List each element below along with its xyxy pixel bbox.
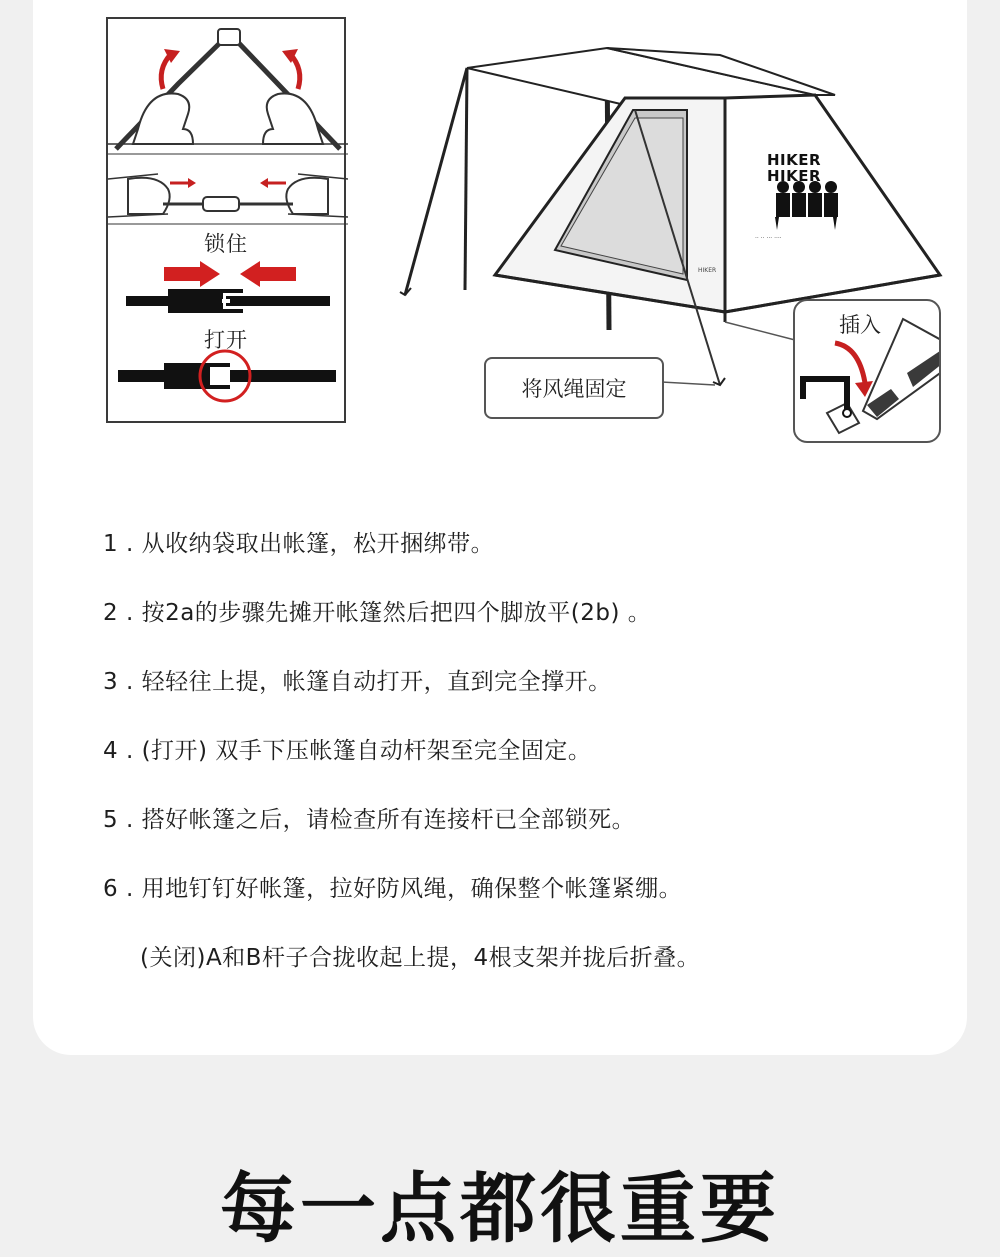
pole-lock-diagram xyxy=(106,17,346,423)
section-heading: 每一点都很重要 xyxy=(220,1164,780,1253)
step-5: 5 . 搭好帐篷之后，请检查所有连接杆已全部锁死。 xyxy=(103,807,636,833)
lock-label: 锁住 xyxy=(204,232,248,256)
step-close-note: (关闭)A和B杆子合拢收起上提，4根支架并拢后折叠。 xyxy=(140,945,701,971)
guyline-label: 将风绳固定 xyxy=(521,377,627,401)
open-label: 打开 xyxy=(204,328,248,352)
step-3: 3 . 轻轻往上提，帐篷自动打开，直到完全撑开。 xyxy=(103,669,612,695)
brand-line-1: HIKER xyxy=(767,151,822,169)
insert-label: 插入 xyxy=(839,313,881,337)
step-2: 2 . 按2a的步骤先摊开帐篷然后把四个脚放平(2b) 。 xyxy=(103,600,652,626)
insert-callout xyxy=(793,299,941,443)
pole-lock-illustration xyxy=(108,19,348,425)
svg-text:·· ·· ··· ····: ·· ·· ··· ···· xyxy=(755,235,782,242)
step-4: 4 . (打开) 双手下压帐篷自动杆架至完全固定。 xyxy=(103,738,592,764)
step-6: 6 . 用地钉钉好帐篷，拉好防风绳，确保整个帐篷紧绷。 xyxy=(103,876,683,902)
step-1: 1 . 从收纳袋取出帐篷，松开捆绑带。 xyxy=(103,531,495,557)
svg-text:HIKER: HIKER xyxy=(698,267,717,274)
stake-insert-illustration xyxy=(795,301,941,443)
brand-line-2: HIKER xyxy=(767,167,822,185)
guyline-callout xyxy=(484,357,664,419)
brand-logo xyxy=(767,152,821,184)
